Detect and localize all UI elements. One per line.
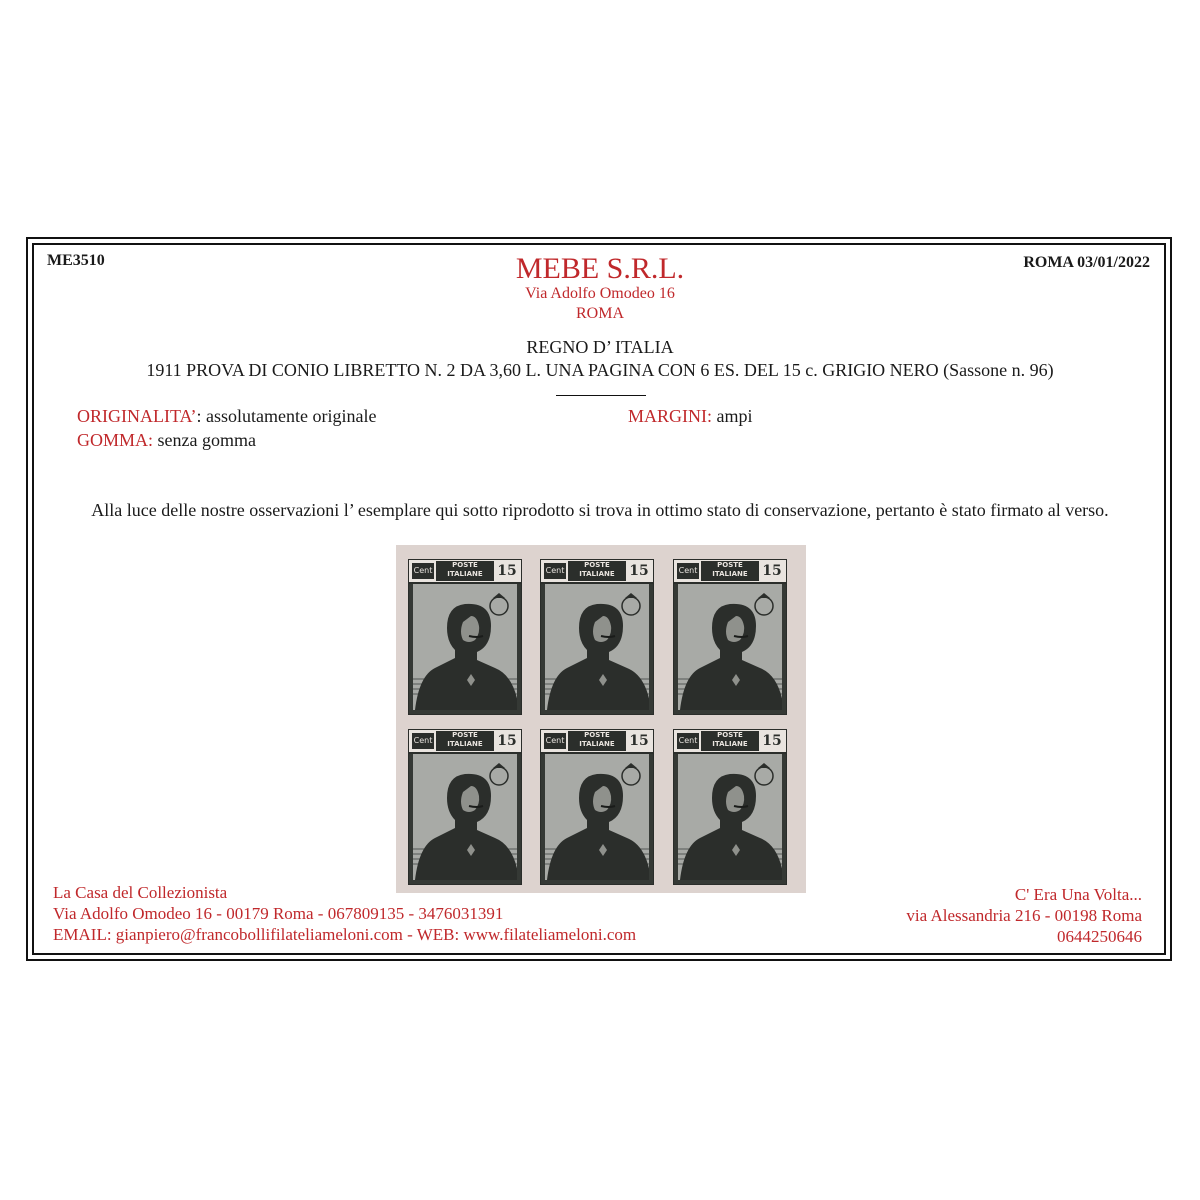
footer-right-name: C' Era Una Volta... bbox=[1014, 885, 1142, 904]
stamp bbox=[673, 729, 787, 885]
footer-left-name: La Casa del Collezionista bbox=[53, 883, 228, 902]
footer-left bbox=[53, 882, 636, 945]
subject-description: 1911 PROVA DI CONIO LIBRETTO N. 2 DA 3,60 L. UNA PAGINA CON 6 ES. DEL 15 c. GRIGIO NERO (Sassone n. 96) bbox=[146, 360, 1054, 380]
stamp-poste-label: POSTE ITALIANE bbox=[568, 731, 626, 751]
footer-right-phone: 0644250646 bbox=[1057, 927, 1142, 946]
company-city: ROMA bbox=[575, 305, 624, 322]
king-portrait-icon bbox=[678, 754, 782, 880]
footer-left-contacts: EMAIL: gianpiero@francobollifilateliameloni.com - WEB: www.filateliameloni.com bbox=[53, 925, 637, 944]
stamp-value-label: 15 bbox=[497, 733, 517, 749]
stamp-cent-label: Cent bbox=[412, 563, 434, 579]
stamp-cent-label: Cent bbox=[544, 733, 566, 749]
certificate-date: ROMA 03/01/2022 bbox=[1023, 254, 1150, 271]
stamp bbox=[540, 729, 654, 885]
king-portrait-icon bbox=[545, 754, 649, 880]
certificate-code: ME3510 bbox=[47, 252, 105, 269]
king-portrait-icon bbox=[413, 754, 517, 880]
stamp-poste-label: POSTE ITALIANE bbox=[436, 731, 494, 751]
stamp-poste-label: POSTE ITALIANE bbox=[701, 561, 759, 581]
margins-label: MARGINI: bbox=[628, 406, 712, 426]
stamp-value-label: 15 bbox=[629, 563, 649, 579]
condition-statement: Alla luce delle nostre osservazioni l’ esemplare qui sotto riprodotto si trova in ottimo stato di conservazione, pertanto è stato firmato al verso. bbox=[91, 500, 1109, 520]
margins-field bbox=[628, 406, 753, 427]
gum-field bbox=[77, 430, 256, 451]
footer-right-address: via Alessandria 216 - 00198 Roma bbox=[906, 906, 1142, 925]
king-portrait-icon bbox=[678, 584, 782, 710]
stamp-value-label: 15 bbox=[629, 733, 649, 749]
stamp-cent-label: Cent bbox=[677, 733, 699, 749]
stamp-value-label: 15 bbox=[762, 733, 782, 749]
stamp-cent-label: Cent bbox=[677, 563, 699, 579]
stamp-poste-label: POSTE ITALIANE bbox=[701, 731, 759, 751]
originality-field bbox=[77, 406, 376, 427]
separator-line bbox=[556, 395, 646, 396]
footer-right bbox=[906, 884, 1142, 947]
company-name: MEBE S.R.L. bbox=[515, 252, 685, 285]
originality-label: ORIGINALITA’ bbox=[77, 406, 197, 426]
margins-value: ampi bbox=[712, 406, 753, 426]
stamp-cent-label: Cent bbox=[544, 563, 566, 579]
stamp-poste-label: POSTE ITALIANE bbox=[568, 561, 626, 581]
king-portrait-icon bbox=[413, 584, 517, 710]
stamp-block-image bbox=[396, 545, 806, 893]
stamp bbox=[673, 559, 787, 715]
king-portrait-icon bbox=[545, 584, 649, 710]
gum-label: GOMMA: bbox=[77, 430, 154, 450]
originality-value: : assolutamente originale bbox=[196, 406, 377, 426]
subject-kingdom: REGNO D’ ITALIA bbox=[526, 337, 674, 357]
stamp bbox=[408, 729, 522, 885]
stamp-value-label: 15 bbox=[497, 563, 517, 579]
stamp-poste-label: POSTE ITALIANE bbox=[436, 561, 494, 581]
company-address: Via Adolfo Omodeo 16 bbox=[525, 285, 675, 302]
stamp bbox=[408, 559, 522, 715]
stamp-cent-label: Cent bbox=[412, 733, 434, 749]
gum-value: senza gomma bbox=[153, 430, 256, 450]
stamp-value-label: 15 bbox=[762, 563, 782, 579]
footer-left-address: Via Adolfo Omodeo 16 - 00179 Roma - 067809135 - 3476031391 bbox=[53, 904, 504, 923]
stamp bbox=[540, 559, 654, 715]
